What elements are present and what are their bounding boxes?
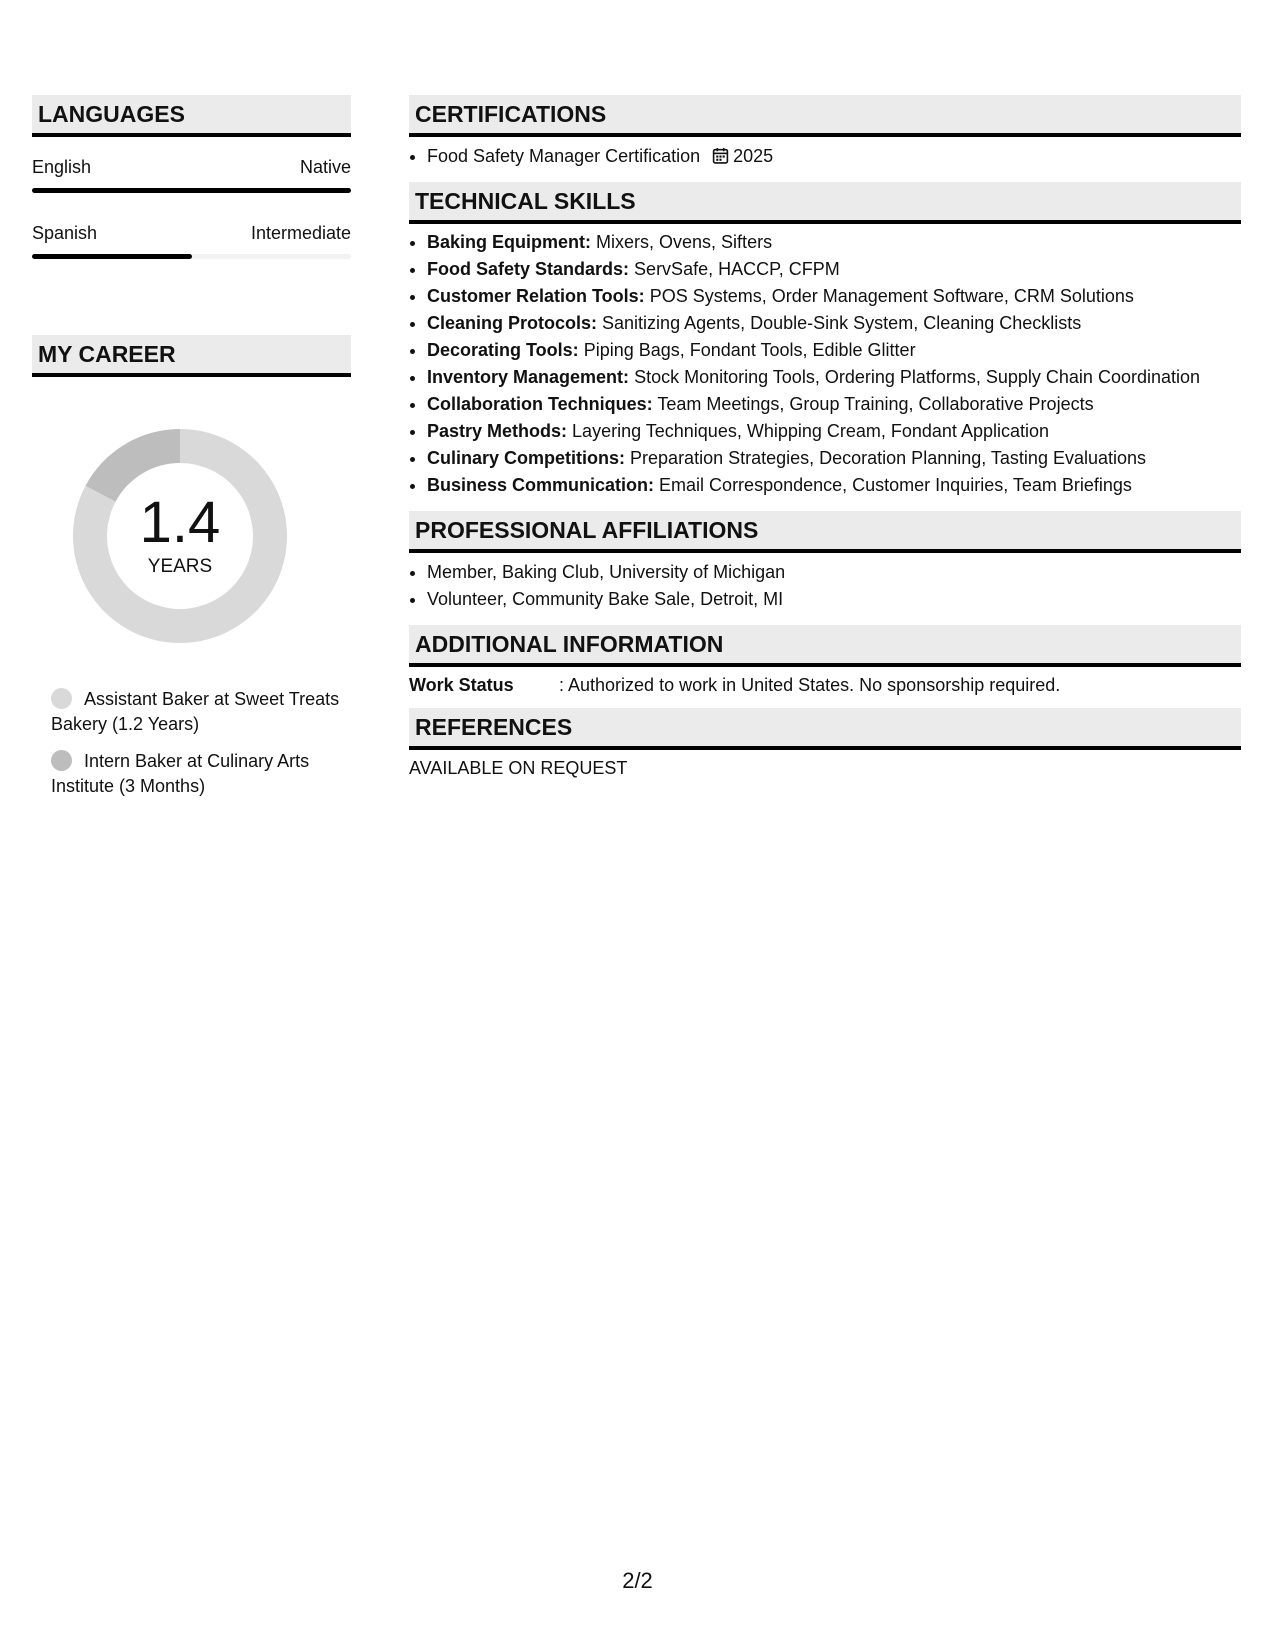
skill-value: ServSafe, HACCP, CFPM (634, 259, 840, 279)
work-status-label: Work Status (409, 675, 514, 695)
work-status-row (409, 675, 1241, 696)
career-legend-label: Intern Baker at Culinary Arts Institute (3 Months) (51, 751, 310, 796)
skill-name: Culinary Competitions: (427, 448, 626, 468)
skill-value: Sanitizing Agents, Double-Sink System, Cleaning Checklists (602, 313, 1082, 333)
career-donut-chart (65, 421, 295, 651)
skill-name: Customer Relation Tools: (427, 286, 645, 306)
affiliations-list (409, 559, 1241, 613)
list-item (427, 391, 1241, 418)
list-item (427, 445, 1241, 472)
skill-name: Business Communication: (427, 475, 655, 495)
skill-value: Team Meetings, Group Training, Collaborative Projects (657, 394, 1094, 414)
references-heading: REFERENCES (409, 708, 1241, 750)
career-unit: YEARS (147, 556, 213, 577)
languages-heading: LANGUAGES (32, 95, 351, 137)
list-item (427, 310, 1241, 337)
references-text: AVAILABLE ON REQUEST (409, 758, 628, 778)
language-name: Spanish (32, 223, 98, 243)
skill-value: Stock Monitoring Tools, Ordering Platforms, Supply Chain Coordination (634, 367, 1201, 387)
skill-name: Cleaning Protocols: (427, 313, 598, 333)
list-item (427, 418, 1241, 445)
skill-value: Piping Bags, Fondant Tools, Edible Glitter (583, 340, 916, 360)
page-number: 2/2 (622, 1568, 653, 1593)
certification-year: 2025 (733, 146, 774, 166)
skill-name: Inventory Management: (427, 367, 630, 387)
right-column (409, 95, 1241, 779)
legend-dot-icon (51, 688, 72, 709)
list-item (427, 143, 1241, 170)
list-item (427, 337, 1241, 364)
skill-name: Collaboration Techniques: (427, 394, 653, 414)
skill-value: POS Systems, Order Management Software, CRM Solutions (649, 286, 1134, 306)
language-proficiency-bar (32, 254, 351, 259)
language-proficiency-fill (32, 254, 192, 259)
certifications-list (409, 143, 1241, 170)
skill-name: Pastry Methods: (427, 421, 568, 441)
list-item (427, 283, 1241, 310)
affiliations-heading: PROFESSIONAL AFFILIATIONS (409, 511, 1241, 553)
language-level: Intermediate (250, 223, 351, 243)
skill-value: Layering Techniques, Whipping Cream, Fondant Application (572, 421, 1050, 441)
career-legend-item (51, 749, 351, 799)
language-item (32, 157, 351, 193)
skills-list (409, 229, 1241, 499)
language-item (32, 223, 351, 259)
language-name: English (32, 157, 92, 177)
additional-info-heading: ADDITIONAL INFORMATION (409, 625, 1241, 667)
language-level: Native (299, 157, 351, 177)
legend-dot-icon (51, 750, 72, 771)
list-item (427, 472, 1241, 499)
career-total-years: 1.4 (139, 490, 221, 555)
list-item: • Volunteer, Community Bake Sale, Detroit, MI (427, 586, 1241, 613)
career-heading: MY CAREER (32, 335, 351, 377)
career-legend (32, 687, 351, 799)
list-item (427, 256, 1241, 283)
list-item (427, 229, 1241, 256)
skill-name: Decorating Tools: (427, 340, 579, 360)
career-legend-item (51, 687, 351, 737)
skill-value: Preparation Strategies, Decoration Planning, Tasting Evaluations (630, 448, 1147, 468)
skill-value: Mixers, Ovens, Sifters (596, 232, 773, 252)
skill-value: Email Correspondence, Customer Inquiries, Team Briefings (659, 475, 1132, 495)
work-status-value: : Authorized to work in United States. No sponsorship required. (559, 675, 1061, 695)
language-proficiency-fill (32, 188, 351, 193)
certifications-heading: CERTIFICATIONS (409, 95, 1241, 137)
career-legend-label: Assistant Baker at Sweet Treats Bakery (1.2 Years) (51, 689, 340, 734)
skills-heading: TECHNICAL SKILLS (409, 182, 1241, 224)
calendar-icon (712, 147, 729, 164)
skill-name: Food Safety Standards: (427, 259, 630, 279)
list-item: • Member, Baking Club, University of Michigan (427, 559, 1241, 586)
language-proficiency-bar (32, 188, 351, 193)
skill-name: Baking Equipment: (427, 232, 592, 252)
left-column (32, 95, 351, 811)
list-item (427, 364, 1241, 391)
certification-name: Food Safety Manager Certification (427, 146, 701, 166)
